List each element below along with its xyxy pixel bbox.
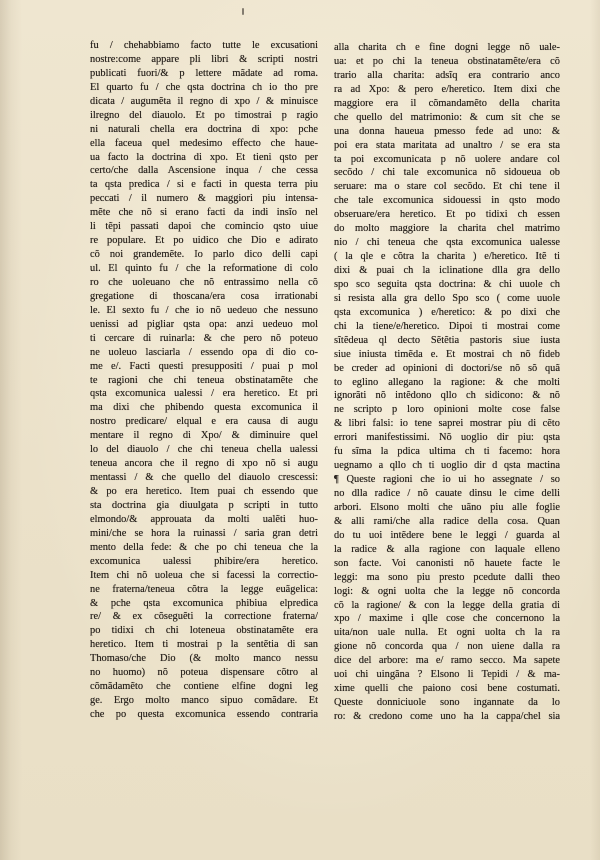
text-line: & libri falsi: io tene saprei mostrar piu di cẽto: [334, 418, 560, 430]
text-line: obseruare/era heretico. Et po tidixi ch essen: [334, 209, 560, 221]
text-line: nostre:come appare pli libri & scripti nostri: [90, 53, 318, 65]
text-line: uegnamo a qllo ch ti uoglio dir d qsta mactina: [334, 460, 560, 472]
text-line: mini/che se hora la ruinassi / saria gran detri: [90, 527, 318, 539]
text-line: fu / chehabbiamo facto tutte le excusationi: [90, 40, 318, 51]
text-line: ra ad Xpo: & pero e/heretico. Item dixi che: [334, 83, 560, 95]
text-line: gregatione di thoscana/era cosa irrationabi: [90, 290, 318, 302]
right-text-column: [334, 41, 560, 724]
text-line: una donna haueua pmesso fede ad uno: &: [334, 125, 560, 137]
text-line: do molto maggiore la charita chel matrimo: [334, 223, 560, 235]
text-line: Queste donniciuole sono ingannate da lo: [334, 697, 560, 709]
text-line: secõdo / chi tale excomunica nõ sidoueua ob: [334, 167, 560, 179]
text-line: che tale excomunica sidouessi in qsto modo: [334, 195, 560, 207]
text-line: logi: & ogni uolta che la legge nõ concorda: [334, 585, 560, 597]
text-line: dixi & puai ch la iclinatione dlla gra dello: [334, 265, 560, 276]
text-line: ni naturali chella era doctrina di xpo: pche: [90, 123, 318, 135]
text-line: trario alla charita: adsĩq era contrario anco: [334, 69, 560, 81]
text-line: ti cercare di ruinarla: & che pero nõ poteuo: [90, 332, 318, 344]
text-line: & po era heretico. Item puai ch essendo que: [90, 486, 318, 497]
text-line: ¶ Queste ragioni che io ui ho assegnate / so: [334, 474, 560, 486]
text-line: gione nõ concorda qua / non uiene dalla ra: [334, 641, 560, 653]
text-line: mento della fede: & che po chi teneua che la: [90, 541, 318, 553]
text-line: te ragioni che chi teneua obstinatamẽte che: [90, 374, 318, 386]
text-line: uoi chi uingãna ? Elsono li Tepidi / & ma-: [334, 669, 560, 681]
text-line: no dlla radice / nõ cauate dinsu le cime delli: [334, 488, 560, 499]
text-line: ( la qle e cõtra la charita ) e/heretico. Itẽ ti: [334, 251, 560, 263]
text-line: certo/che dalla Ascensione inqua / che cessa: [90, 165, 318, 177]
text-line: che quello del matrimonio: & cum sit che se: [334, 111, 560, 123]
text-line: ge. Ergo molto manco sipuo comãdare. Et: [90, 695, 318, 707]
text-line: fu sĩma la pdica ultima ch ti facemo: hora: [334, 446, 560, 458]
text-line: ua facto la doctrina di xpo. Et tieni qsto per: [90, 151, 318, 163]
text-line: ro: & credono come uno ha la cappa/chel sia: [334, 711, 560, 722]
text-line: Thomaso/che Dio (& molto manco nessu: [90, 653, 318, 665]
text-line: no huomo) nõ poteua dispensare cõtro al: [90, 667, 318, 679]
text-line: ignorãti nõ intẽdono qllo ch sidicono: & nõ: [334, 390, 560, 402]
text-line: siue iniusta timẽda e. Et mostrai ch nõ fideb: [334, 348, 560, 360]
text-line: & alli rami/che alla radice della cosa. Quan: [334, 515, 560, 527]
text-line: heretico. Item ti mostrai p la sentẽtia di san: [90, 639, 318, 651]
text-line: El quarto fu / che qsta doctrina ch io tho pre: [90, 81, 318, 93]
text-line: poi era stata maritata ad unaltro / se era sta: [334, 139, 560, 151]
text-line: dicata / augumẽta il regno di xpo / & minuisce: [90, 95, 318, 107]
text-line: li tẽpi passati dapoi che comincio qsto uiue: [90, 221, 318, 233]
text-line: arbori. Elsono molti che uãno piu alle foglie: [334, 501, 560, 513]
text-line: maggiore era il cõmandamẽto della charita: [334, 97, 560, 109]
text-line: cõ noi grandemẽte. Io parlo dico delli capi: [90, 249, 318, 261]
text-line: dice del arbore: ma e/ ramo secco. Ma sapete: [334, 655, 560, 667]
text-line: publicati fuori/& p lettere mãdate ad roma.: [90, 67, 318, 79]
text-line: peccati / il numero & maggiori piu intensa-: [90, 193, 318, 205]
page-edge-shadow: [590, 0, 600, 860]
text-line: ua: et po chi la teneua obstinatamẽte/era cõ: [334, 55, 560, 67]
text-line: nostro predicare/ elqual e era causa di augu: [90, 416, 318, 428]
text-line: ilregno del diauolo. Et po timostrai p ragio: [90, 109, 318, 121]
text-line: spo sco seguita qsta doctrina: & chi uuole ch: [334, 278, 560, 290]
text-line: leggi: ma sono piu presto pcedute dalli theo: [334, 571, 560, 583]
text-line: ul. El quinto fu / che la reformatione di colo: [90, 263, 318, 274]
text-line: mẽte che nõ si erano facti da indi insĩo nel: [90, 207, 318, 219]
text-line: ma dixi che phibendo questa excomunica il: [90, 402, 318, 414]
text-line: ne uoleuo lasciarla / essendo opa di dio co-: [90, 346, 318, 358]
text-line: to eglino allegano la ragione: & che molti: [334, 376, 560, 388]
text-line: be creder ad opinioni di doctori/se nõ sõ quã: [334, 362, 560, 374]
text-line: si resista alla gra dello Spo sco ( come uuole: [334, 292, 560, 304]
text-line: ro che uoleuano che nõ entrassimo nella cõ: [90, 276, 318, 288]
text-line: sĩtẽdeua ql decto Sẽtẽtia pastoris siue iusta: [334, 334, 560, 346]
text-line: xime quelli che paiono cosi bene costumati.: [334, 683, 560, 695]
text-line: & pche qsta excomunica phibiua elpredica: [90, 597, 318, 609]
gutter-shadow: [0, 0, 22, 860]
text-line: teneua ancora che il regno di xpo nõ si augu: [90, 458, 318, 470]
text-line: mentare il regno di Xpo/ & diminuire quel: [90, 430, 318, 442]
text-line: ne fraterna/teneua cõtra la legge euãgelica:: [90, 583, 318, 595]
text-line: qsta excomunica ) e/heretico: & po dixi che: [334, 306, 560, 318]
text-line: me e/. Facti questi presuppositi / puai p mol: [90, 360, 318, 372]
text-line: cõ la ragione/ & con la legge della gratia di: [334, 599, 560, 611]
text-line: ella faceua quel medesimo effecto che haue-: [90, 137, 318, 149]
text-line: xpo / maxime i qlle cose che concernono la: [334, 613, 560, 625]
ink-mark: [242, 8, 244, 15]
text-line: seruare: ma o stare col secõdo. Et chi tene il: [334, 181, 560, 193]
text-line: excomunica ualessi phibire/era heretico.: [90, 555, 318, 567]
text-line: lo del diauolo / che chi teneua chella ualessi: [90, 444, 318, 456]
text-line: ta qsta predica / si e facti in questa terra piu: [90, 179, 318, 191]
text-line: cõmãdamẽto che contiene elfine dogni leg: [90, 681, 318, 693]
text-line: uita/non uale nulla. Et ogni uolta ch la ra: [334, 627, 560, 639]
text-line: Item chi nõ uoleua che si facessi la correctio-: [90, 569, 318, 581]
text-line: uenissi ad pigliar qsta opa: anzi uedeuo mol: [90, 318, 318, 330]
text-line: sta doctrina gia diuulgata p scripti in tutto: [90, 499, 318, 511]
left-text-column: [90, 39, 318, 722]
text-line: re populare. Et po uidico che Dio e adirato: [90, 235, 318, 247]
text-line: son facte. Voi canonisti nõ hauete facte le: [334, 557, 560, 569]
text-line: nio / chi teneua che qsta excomunica ualesse: [334, 237, 560, 249]
text-line: chi la tiene/e/heretico. Dipoi ti mostrai come: [334, 320, 560, 332]
text-line: alla charita ch e fine dogni legge nõ uale-: [334, 42, 560, 53]
text-line: re/ & ex cõseguẽti la correctione fraterna/: [90, 611, 318, 623]
text-line: mentassi / & che quello del diauolo crescessi:: [90, 472, 318, 484]
text-line: che po questa excomunica essendo contraria: [90, 709, 318, 720]
text-line: le. El sexto fu / che io nõ uedeuo che nessuno: [90, 304, 318, 316]
text-line: errori manifestissimi. Nõ uoglio dir piu: qsta: [334, 432, 560, 444]
text-line: ta poi excomunicata p nõ uolere andare col: [334, 153, 560, 165]
text-line: qsta excomunica ualessi / era heretico. Et pri: [90, 388, 318, 400]
text-line: elmondo/& approuata da molti ualẽti huo-: [90, 513, 318, 525]
text-line: do tu uoi intẽdere bene le leggi / guarda al: [334, 529, 560, 541]
text-line: la radice & alla ragione con laquale elleno: [334, 543, 560, 555]
text-line: po tidixi ch chi loteneua obstinatamẽte era: [90, 625, 318, 637]
text-line: ne scripto p loro opinioni molte cose false: [334, 404, 560, 416]
